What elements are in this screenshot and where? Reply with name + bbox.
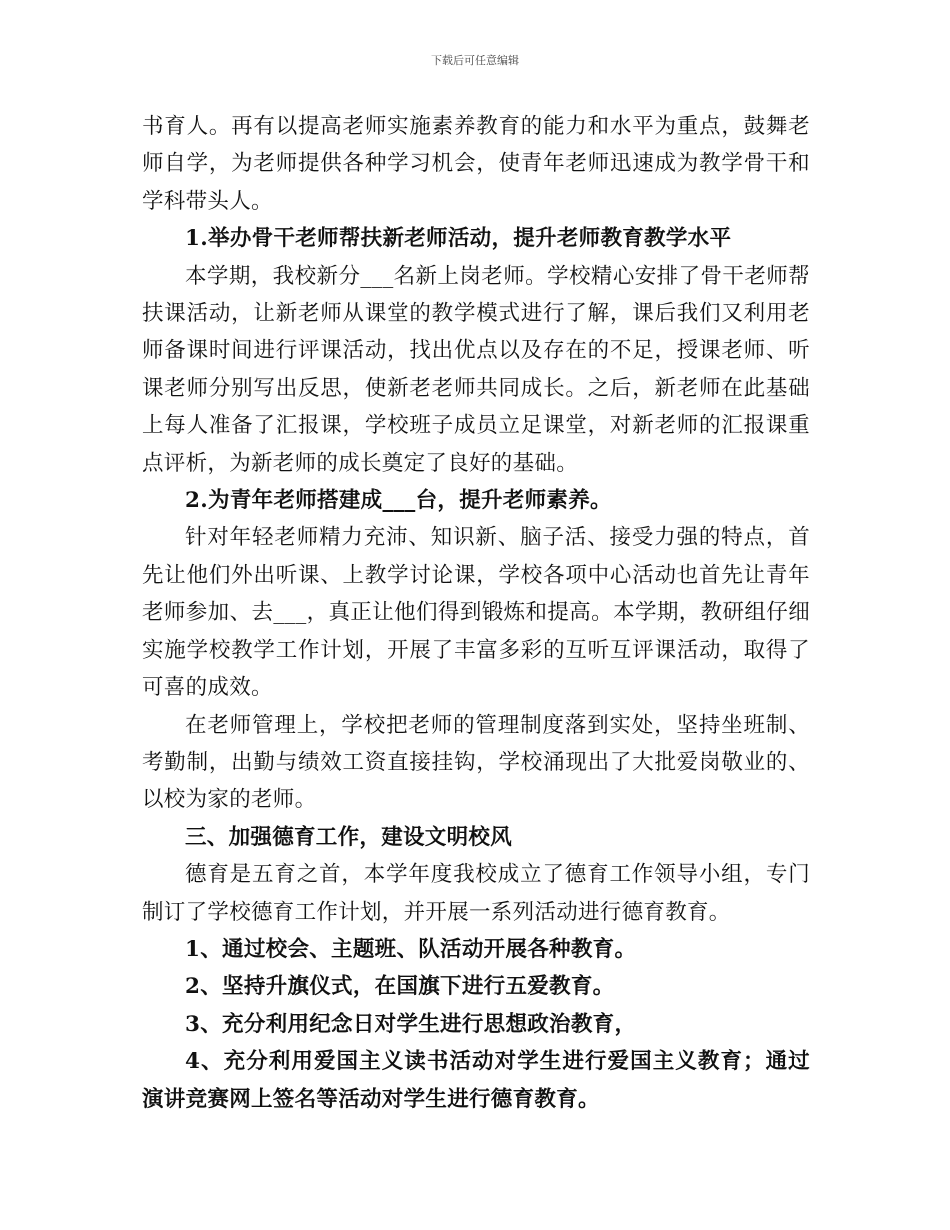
section-heading-1: 1.举办骨干老师帮扶新老师活动，提升老师教育教学水平 <box>185 226 732 252</box>
list-item-2: 2、坚持升旗仪式，在国旗下进行五爱教育。 <box>185 974 615 1000</box>
paragraph-4: 在老师管理上，学校把老师的管理制度落到实处，坚持坐班制、考勤制，出勤与绩效工资直接挂钩，学校涌现出了大批爱岗敬业的、以校为家的老师。 <box>142 712 810 813</box>
page-header: 下载后可任意编辑 <box>431 54 519 67</box>
paragraph-5: 德育是五育之首，本学年度我校成立了德育工作领导小组，专门制订了学校德育工作计划，并开展一系列活动进行德育教育。 <box>142 862 810 925</box>
list-item-1: 1、通过校会、主题班、队活动开展各种教育。 <box>185 936 637 962</box>
document-body <box>142 108 810 1118</box>
paragraph-1: 书育人。再有以提高老师实施素养教育的能力和水平为重点，鼓舞老师自学，为老师提供各种学习机会，使青年老师迅速成为教学骨干和学科带头人。 <box>142 114 810 214</box>
list-item-3: 3、充分利用纪念日对学生进行思想政治教育， <box>185 1011 637 1037</box>
section-heading-3: 三、加强德育工作，建设文明校风 <box>185 824 513 850</box>
paragraph-3: 针对年轻老师精力充沛、知识新、脑子活、接受力强的特点，首先让他们外出听课、上教学讨论课，学校各项中心活动也首先让青年老师参加、去___，真正让他们得到锻炼和提高。本学期，教研组仔细实施学校教学工作计划，开展了丰富多彩的互听互评课活动，取得了可喜的成效。 <box>142 525 810 701</box>
list-item-4: 4、充分利用爱国主义读书活动对学生进行爱国主义教育；通过演讲竞赛网上签名等活动对学生进行德育教育。 <box>142 1049 810 1112</box>
paragraph-2: 本学期，我校新分___名新上岗老师。学校精心安排了骨干老师帮扶课活动，让新老师从课堂的教学模式进行了解，课后我们又利用老师备课时间进行评课活动，找出优点以及存在的不足，授课老师、听课老师分别写出反思，使新老老师共同成长。之后，新老师在此基础上每人准备了汇报课，学校班子成员立足课堂，对新老师的汇报课重点评析，为新老师的成长奠定了良好的基础。 <box>142 263 810 476</box>
section-heading-2: 2.为青年老师搭建成___台，提升老师素养。 <box>185 488 612 514</box>
